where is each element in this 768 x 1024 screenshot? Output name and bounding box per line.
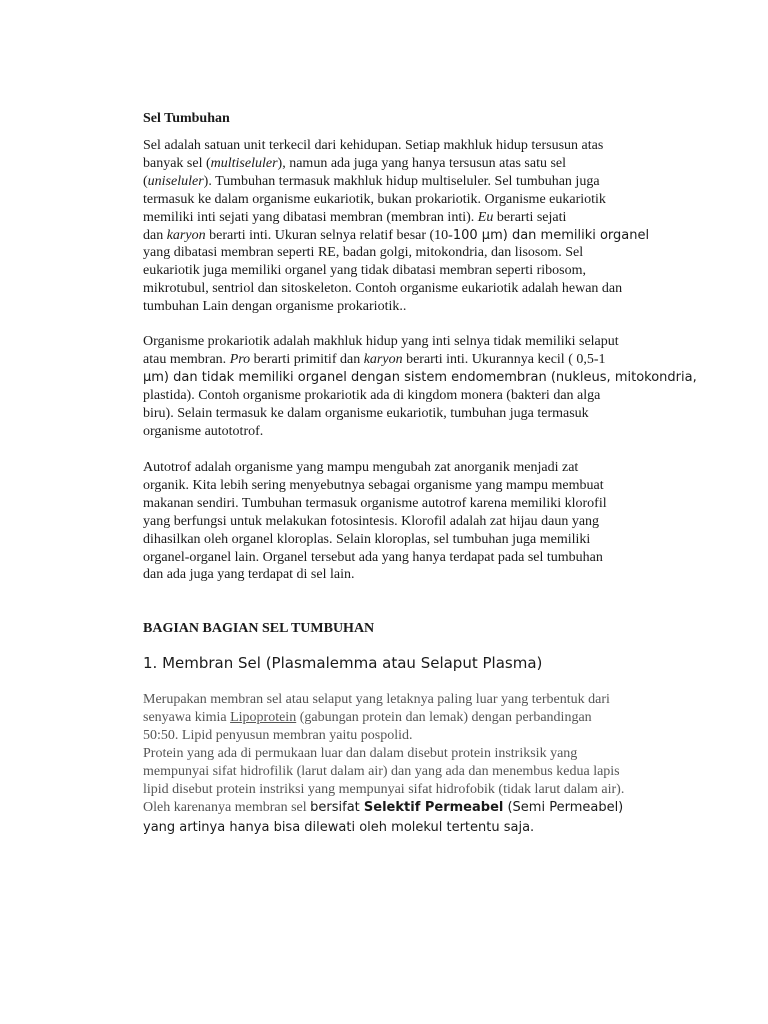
text-line: mempunyai sifat hidrofilik (larut dalam air) dan yang ada dan menembus kedua lapis [143,763,620,779]
text-line: Organisme prokariotik adalah makhluk hidup yang inti selnya tidak memiliki selaput [143,334,619,349]
text-line: yang berfungsi untuk melakukan fotosintesis. Klorofil adalah zat hijau daun yang [143,513,600,529]
text-line: termasuk ke dalam organisme eukariotik, bukan prokariotik. Organisme eukariotik [143,191,606,207]
paragraph-autotrof [143,459,678,584]
text-line: dan ada juga yang terdapat di sel lain. [143,567,355,583]
text-line: organel-organel lain. Organel tersebut ada yang hanya terdapat pada sel tumbuhan [143,549,603,565]
text-line: Protein yang ada di permukaan luar dan dalam disebut protein instriksik yang [143,745,578,761]
text-line: memiliki inti sejati yang dibatasi membran (membran inti). Eu berarti sejati [143,209,567,225]
text-line: Autotrof adalah organisme yang mampu mengubah zat anorganik menjadi zat [143,460,579,475]
paragraph-sel-tumbuhan [143,137,678,316]
text-line: yang artinya hanya bisa dilewati oleh molekul tertentu saja. [143,820,535,836]
text-line: Oleh karenanya membran sel bersifat Selektif Permeabel (Semi Permeabel) [143,800,624,816]
paragraph-prokariotik [143,333,697,440]
text-line: Merupakan membran sel atau selaput yang letaknya paling luar yang terbentuk dari [143,692,610,707]
text-line: atau membran. Pro berarti primitif dan karyon berarti inti. Ukurannya kecil ( 0,5-1 [143,351,606,367]
text-line: dan karyon berarti inti. Ukuran selnya relatif besar (10-100 μm) dan memiliki organel [143,227,650,243]
text-line: biru). Selain termasuk ke dalam organisme eukariotik, tumbuhan juga termasuk [143,405,589,421]
text-line: (uniseluler). Tumbuhan termasuk makhluk hidup multiseluler. Sel tumbuhan juga [143,173,600,189]
subsection-heading: 1. Membran Sel (Plasmalemma atau Selaput Plasma) [143,654,543,672]
text-line: organik. Kita lebih sering menyebutnya sebagai organisme yang mampu membuat [143,477,604,493]
text-line: makanan sendiri. Tumbuhan termasuk organisme autotrof karena memiliki klorofil [143,495,607,511]
text-line: lipid disebut protein instriksi yang mempunyai sifat hidrofobik (tidak larut dalam air). [143,781,625,797]
lipoprotein-link[interactable]: Lipoprotein [230,709,297,725]
text-line: μm) dan tidak memiliki organel dengan sistem endomembran (nukleus, mitokondria, [143,369,697,385]
text-line: eukariotik juga memiliki organel yang tidak dibatasi membran seperti ribosom, [143,263,586,279]
text-line: Sel adalah satuan unit terkecil dari kehidupan. Setiap makhluk hidup tersusun atas [143,138,604,153]
text-line: yang dibatasi membran seperti RE, badan golgi, mitokondria, dan lisosom. Sel [143,245,584,261]
text-line: organisme autototrof. [143,423,264,439]
text-line: banyak sel (multiseluler), namun ada juga yang hanya tersusun atas satu sel [143,155,567,171]
text-line: mikrotubul, sentriol dan sitoskeleton. Contoh organisme eukariotik adalah hewan dan [143,281,623,297]
text-line: plastida). Contoh organisme prokariotik ada di kingdom monera (bakteri dan alga [143,387,601,403]
text-line: 50:50. Lipid penyusun membran yaitu pospolid. [143,727,413,743]
text-line: senyawa kimia Lipoprotein (gabungan protein dan lemak) dengan perbandingan [143,709,592,725]
section-title: Sel Tumbuhan [143,111,230,126]
text-line: tumbuhan Lain dengan organisme prokariotik.. [143,299,407,315]
text-line: dihasilkan oleh organel kloroplas. Selain kloroplas, sel tumbuhan juga memiliki [143,531,591,547]
section-heading: BAGIAN BAGIAN SEL TUMBUHAN [143,621,375,636]
paragraph-membran-sel [143,691,678,838]
